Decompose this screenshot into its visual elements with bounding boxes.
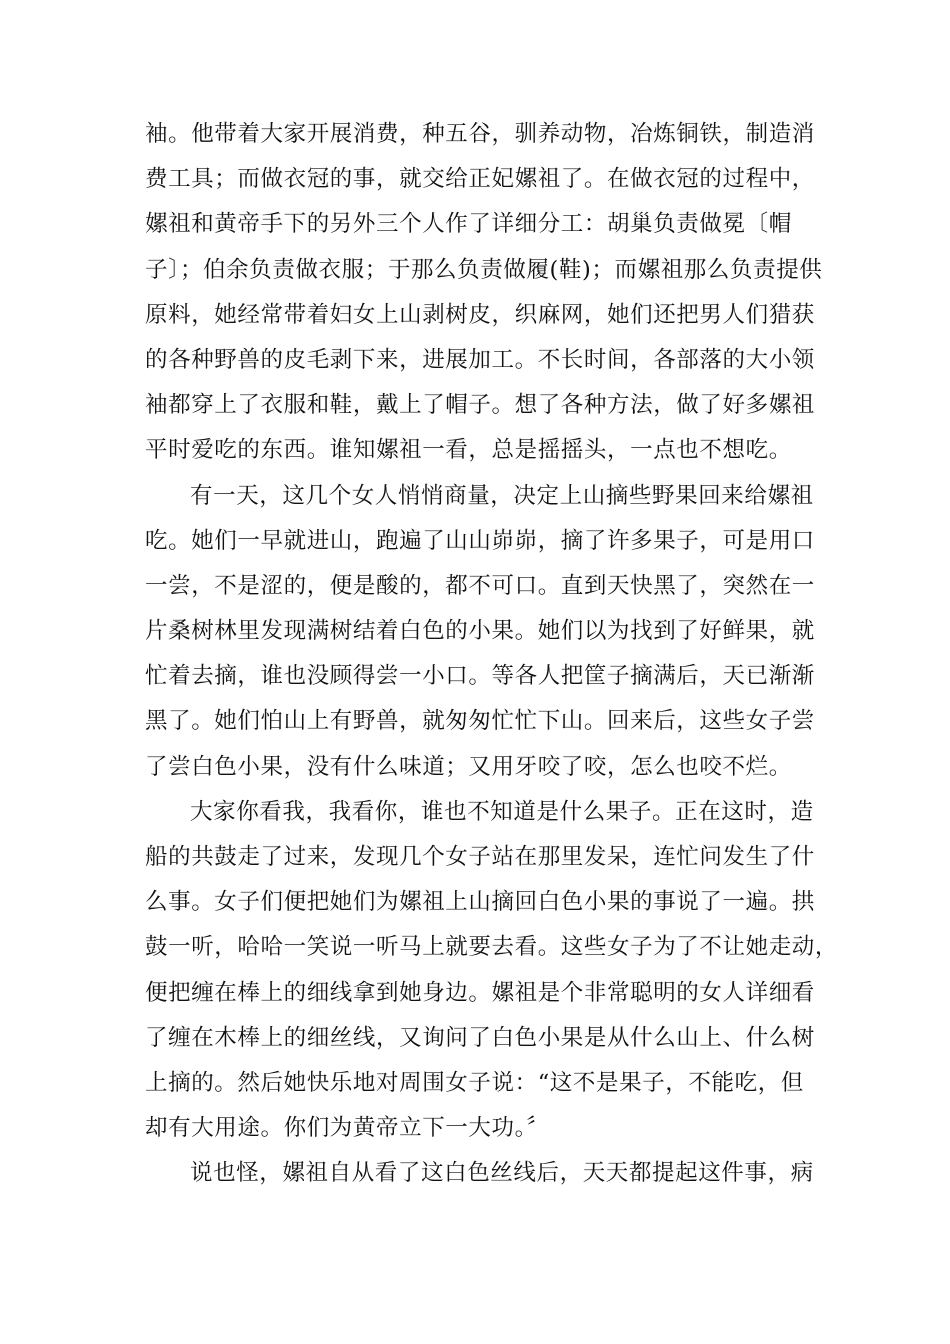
text-line: 嫘祖和黄帝手下的另外三个人作了详细分工：胡巢负责做冕〔帽 <box>145 211 792 238</box>
text-line: 原料，她经常带着妇女上山剥树皮，织麻网，她们还把男人们猎获 <box>145 301 815 328</box>
text-line: 忙着去摘，谁也没顾得尝一小口。等各人把筐子摘满后，天已渐渐 <box>145 663 815 690</box>
text-line: 一尝，不是涩的，便是酸的，都不可口。直到天快黑了，突然在一 <box>145 572 815 599</box>
text-line: 有一天，这几个女人悄悄商量，决定上山摘些野果回来给嫘祖 <box>190 482 814 509</box>
text-line: 鼓一听，哈哈一笑说一听马上就要去看。这些女子为了不让她走动， <box>145 934 839 961</box>
text-line: 子〕；伯余负责做衣服；于那么负责做履(鞋)；而嫘祖那么负责提供 <box>145 256 823 283</box>
text-line: 大家你看我，我看你，谁也不知道是什么果子。正在这时，造 <box>190 798 814 825</box>
text-line: 袖。他带着大家开展消费，种五谷，驯养动物，冶炼铜铁，制造消 <box>145 121 815 147</box>
text-line: 么事。女子们便把她们为嫘祖上山摘回白色小果的事说了一遍。拱 <box>145 889 815 916</box>
text-line: 了尝白色小果，没有什么味道；又用牙咬了咬，怎么也咬不烂。 <box>145 753 792 780</box>
text-line: 的各种野兽的皮毛剥下来，进展加工。不长时间，各部落的大小领 <box>145 346 815 373</box>
text-line: 说也怪，嫘祖自从看了这白色丝线后，天天都提起这件事，病 <box>190 1160 814 1187</box>
text-line: 黑了。她们怕山上有野兽，就匆匆忙忙下山。回来后，这些女子尝 <box>145 708 815 735</box>
text-line: 费工具；而做衣冠的事，就交给正妃嫘祖了。在做衣冠的过程中， <box>145 166 815 193</box>
text-line: 平时爱吃的东西。谁知嫘祖一看，总是摇摇头，一点也不想吃。 <box>145 437 792 464</box>
text-line: 片桑树林里发现满树结着白色的小果。她们以为找到了好鲜果，就 <box>145 618 815 645</box>
text-line: 上摘的。然后她快乐地对周围女子说：“这不是果子，不能吃，但 <box>145 1069 804 1096</box>
body-text <box>145 112 839 1197</box>
text-line: 船的共鼓走了过来，发现几个女子站在那里发呆，连忙问发生了什 <box>145 844 815 870</box>
text-line: 了缠在木棒上的细丝线，又询问了白色小果是从什么山上、什么树 <box>145 1024 815 1051</box>
text-line: 却有大用途。你们为黄帝立下一大功。〞 <box>145 1115 550 1142</box>
text-line: 袖都穿上了衣服和鞋，戴上了帽子。想了各种方法，做了好多嫘祖 <box>145 392 815 419</box>
text-line: 便把缠在棒上的细线拿到她身边。嫘祖是个非常聪明的女人详细看 <box>145 979 815 1006</box>
text-line: 吃。她们一早就进山，跑遍了山山峁峁，摘了许多果子，可是用口 <box>145 527 815 554</box>
